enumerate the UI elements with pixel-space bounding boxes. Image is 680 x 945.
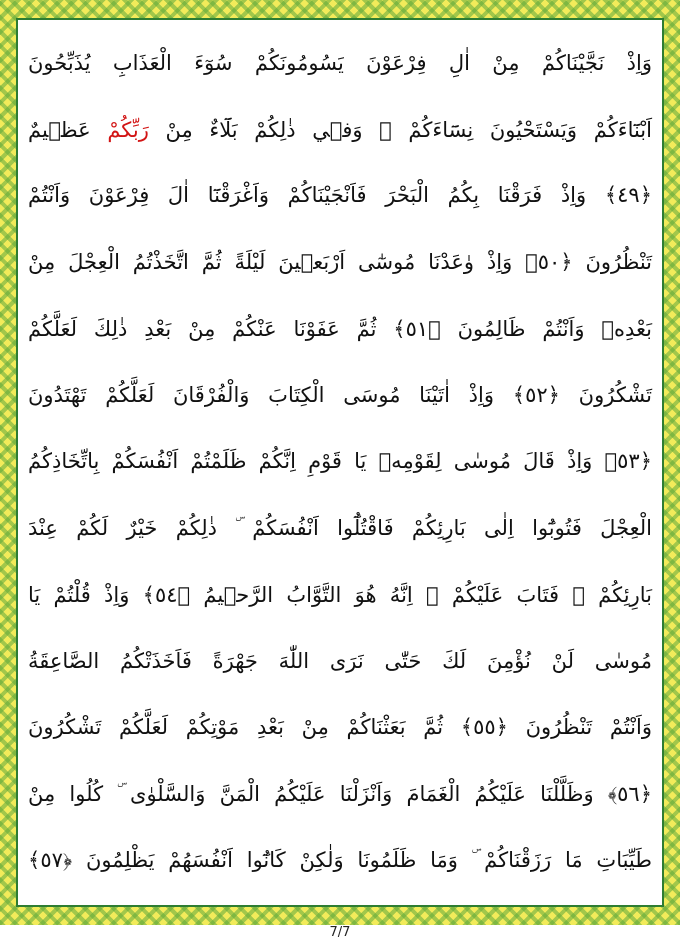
text-line-5: بَعْدِهٖ وَاَنْتُمْ ظَالِمُونَ ﴿٥١﴾ ثُمَّ عَفَوْنَا عَنْكُمْ مِنْ بَعْدِ ذٰلِكَ لَعَلَّكُمْ <box>28 317 652 341</box>
page-content <box>16 18 664 907</box>
text-line-3: ﴿٤٩﴾ وَاِذْ فَرَقْنَا بِكُمُ الْبَحْرَ فَاَنْجَيْنَاكُمْ وَاَغْرَقْنَٓا اٰلَ فِرْعَوْنَ وَاَنْتُمْ <box>28 183 652 207</box>
text-line-13: طَيِّبَاتِ مَا رَزَقْنَاكُمْ ۜ وَمَا ظَلَمُونَا وَلٰكِنْ كَانُٓوا اَنْفُسَهُمْ يَظْلِمُونَ ﴿٥٧﴾ <box>28 848 652 872</box>
text-line-10: مُوسٰى لَنْ نُؤْمِنَ لَكَ حَتّٰى نَرَى اللّٰهَ جَهْرَةً فَاَخَذَتْكُمُ الصَّاعِقَةُ <box>28 649 652 673</box>
text-line-7: ﴿٥٣﴾ وَاِذْ قَالَ مُوسٰى لِقَوْمِهٖ يَا قَوْمِ اِنَّكُمْ ظَلَمْتُمْ اَنْفُسَكُمْ بِاتِّخَاذِكُمُ <box>28 449 652 473</box>
text-line-1: وَاِذْ نَجَّيْنَاكُمْ مِنْ اٰلِ فِرْعَوْنَ يَسُومُونَكُمْ سُوٓءَ الْعَذَابِ يُذَبِّحُونَ <box>28 51 652 75</box>
text-line-6: تَشْكُرُونَ ﴿٥٢﴾ وَاِذْ اٰتَيْنَا مُوسَى الْكِتَابَ وَالْفُرْقَانَ لَعَلَّكُمْ تَهْتَدُونَ <box>28 383 652 407</box>
text-line-11: وَاَنْتُمْ تَنْظُرُونَ ﴿٥٥﴾ ثُمَّ بَعَثْنَاكُمْ مِنْ بَعْدِ مَوْتِكُمْ لَعَلَّكُمْ تَشْكُرُونَ <box>28 715 652 739</box>
text-line-2-end: عَظٖيمٌ <box>28 118 91 142</box>
text-line-2-start: اَبْنَٓاءَكُمْ وَيَسْتَحْيُونَ نِسَٓاءَكُمْ ۜ وَفٖي ذٰلِكُمْ بَلَٓاءٌ مِنْ <box>165 118 652 142</box>
text-line-9: بَارِئِكُمْ ۜ فَتَابَ عَلَيْكُمْ ۜ اِنَّهُ هُوَ التَّوَّابُ الرَّحٖيمُ ﴿٥٤﴾ وَاِذْ قُلْتُمْ يَا <box>28 583 652 607</box>
text-line-8: الْعِجْلَ فَتُوبُٓوا اِلٰى بَارِئِكُمْ فَاقْتُلُٓوا اَنْفُسَكُمْ ۜ ذٰلِكُمْ خَيْرٌ لَكُمْ عِنْدَ <box>28 516 652 540</box>
highlighted-word: رَبِّكُمْ <box>107 118 149 142</box>
page-number: 7/7 <box>329 925 351 940</box>
text-line-4: تَنْظُرُونَ ﴿٥٠﴾ وَاِذْ وٰعَدْنَا مُوسٰٓى اَرْبَعٖينَ لَيْلَةً ثُمَّ اتَّخَذْتُمُ الْعِجْلَ مِنْ <box>28 250 653 274</box>
text-line-2 <box>28 105 652 155</box>
text-line-12: ﴿٥٦﴾ وَظَلَّلْنَا عَلَيْكُمُ الْغَمَامَ وَاَنْزَلْنَا عَلَيْكُمُ الْمَنَّ وَالسَّلْوٰى ۜ كُلُوا مِنْ <box>28 782 652 806</box>
